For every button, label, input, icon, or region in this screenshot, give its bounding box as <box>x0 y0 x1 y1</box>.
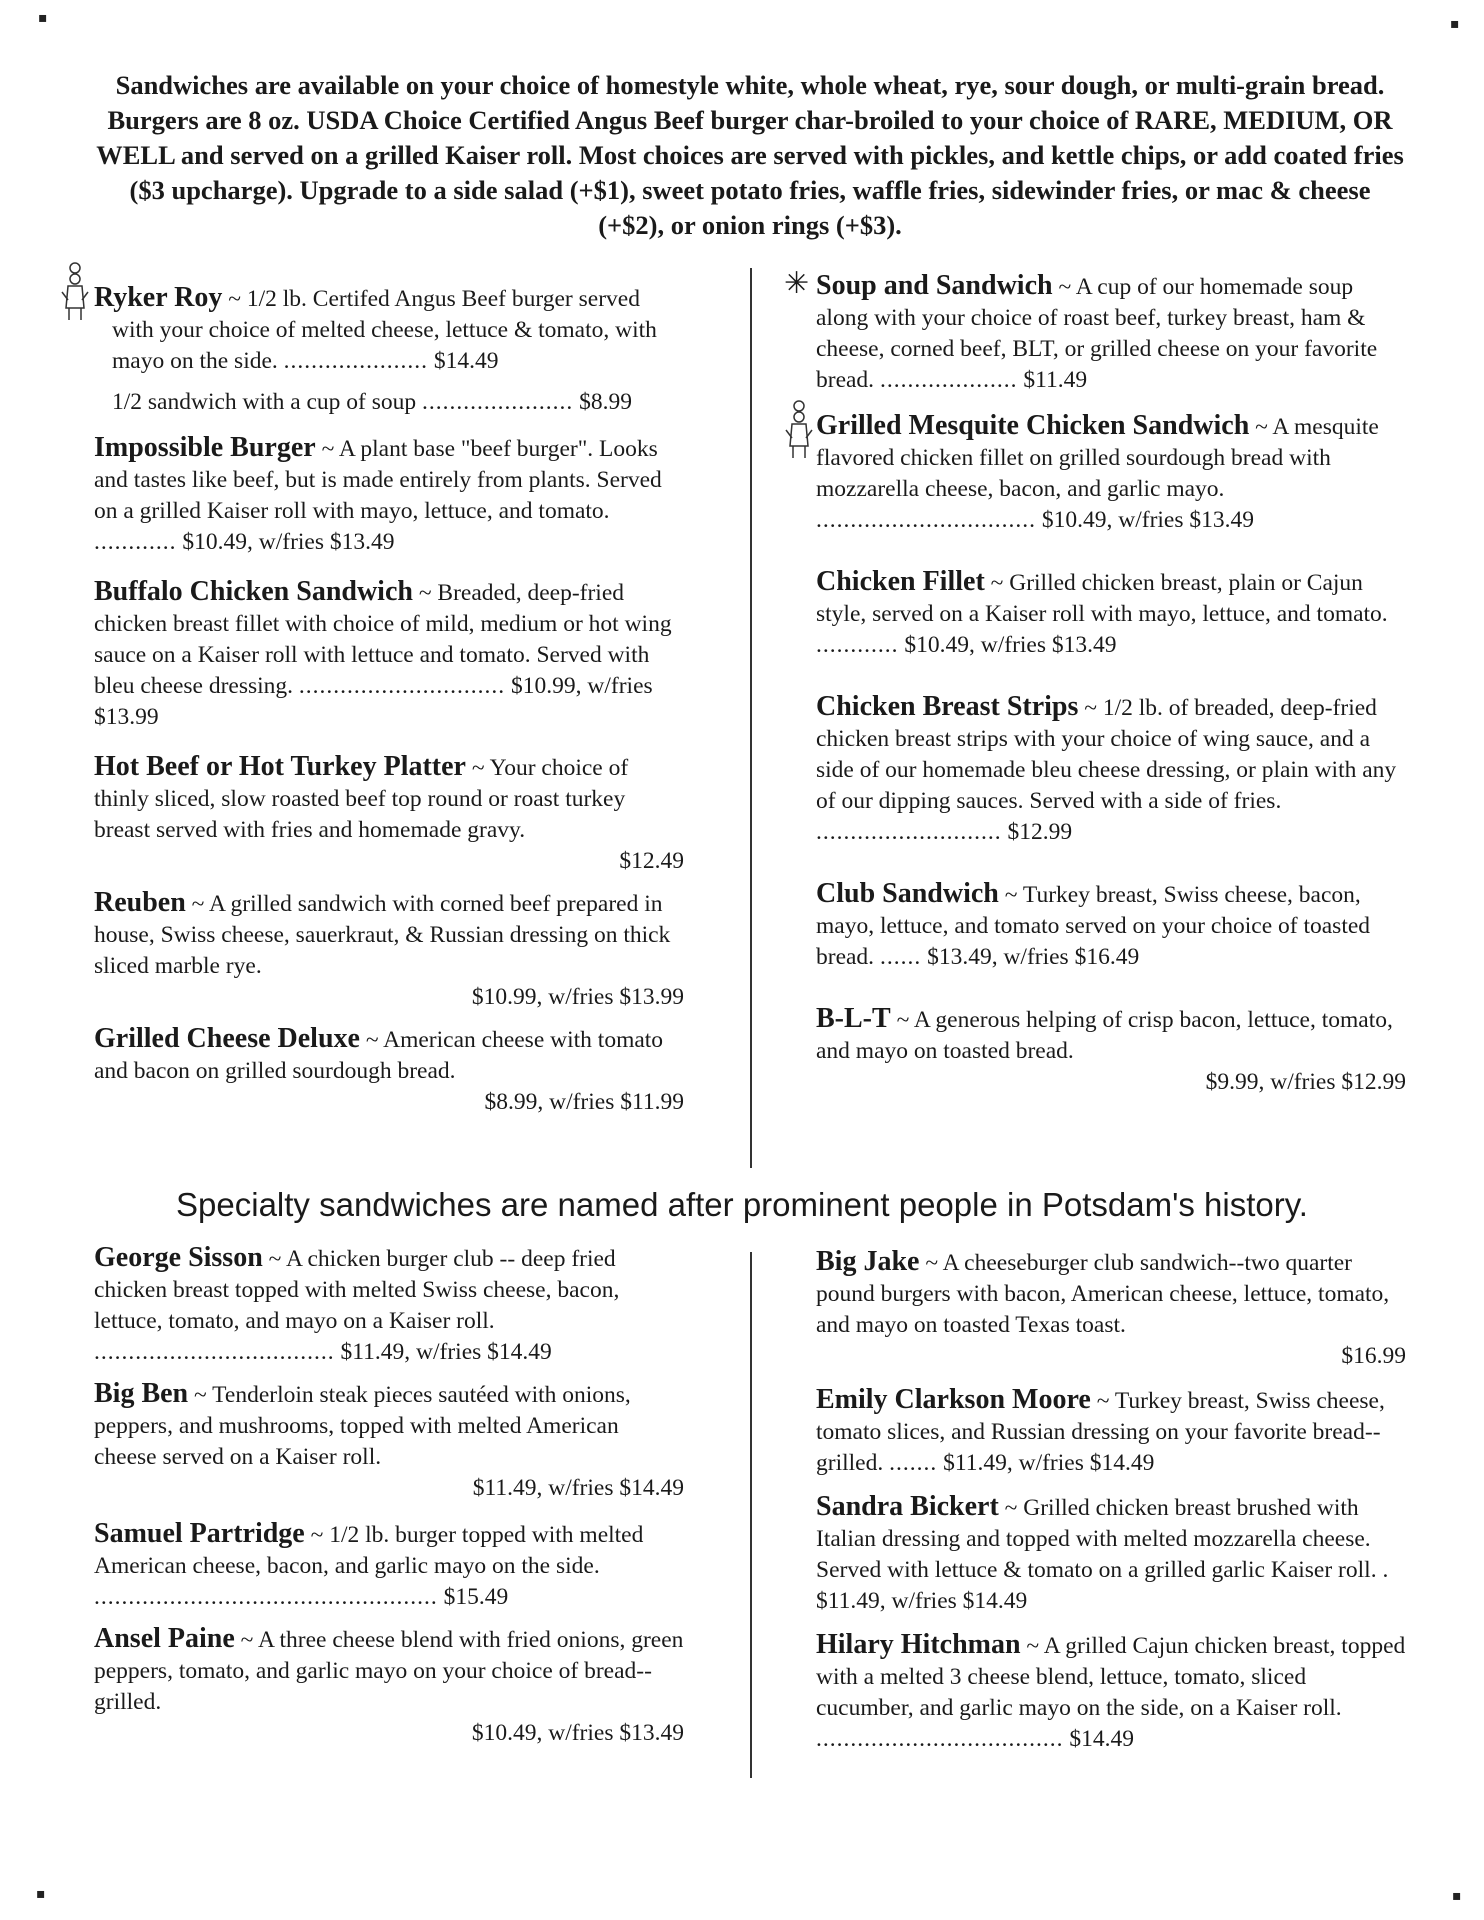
item-price: $12.49 <box>619 848 684 874</box>
menu-item-hot-beef <box>94 751 684 877</box>
item-description: ~ Turkey breast, Swiss cheese, tomato slices, and Russian dressing on your favorite bread--grilled. <box>816 1388 1385 1476</box>
menu-column-right <box>816 270 1406 1098</box>
menu-item-ryker-roy: Ryker Roy ~ 1/2 lb. Certifed Angus Beef burger served with your choice of melted cheese, lettuce & tomato, with mayo on the side. ..................... $14.49 <box>94 282 657 374</box>
item-price: $11.49, <box>943 1450 1013 1476</box>
menu-item-club-sandwich: Club Sandwich ~ Turkey breast, Swiss cheese, bacon, mayo, lettuce, and tomato served on your choice of toasted bread. ...... $13.49, w/fries $16.49 <box>816 878 1371 970</box>
item-title: Samuel Partridge <box>94 1518 305 1549</box>
menu-item-half-sandwich: 1/2 sandwich with a cup of soup ...................... $8.99 <box>112 389 633 415</box>
menu-item-george-sisson: George Sisson ~ A chicken burger club -- deep fried chicken breast topped with melted Swiss cheese, bacon, lettuce, tomato, and mayo on a Kaiser roll. ................................... $11.49, w/fries $14.49 <box>94 1242 620 1365</box>
item-description: ~ A plant base "beef burger". Looks and tastes like beef, but is made entirely from plants. Served on a grilled Kaiser roll with mayo, lettuce, and tomato. <box>94 436 662 524</box>
specialty-column-right <box>816 1246 1406 1755</box>
item-description: ~ 1/2 lb. burger topped with melted American cheese, bacon, and garlic mayo on the side. <box>94 1522 644 1579</box>
item-price-with-fries: w/fries $14.49 <box>1018 1450 1155 1476</box>
item-price-with-fries: w/fries $14.49 <box>416 1339 552 1365</box>
item-description: ~ A cheeseburger club sandwich--two quarter pound burgers with bacon, American cheese, lettuce, tomato, and mayo on toasted Texas toast. <box>816 1250 1390 1338</box>
item-description: ~ Grilled chicken breast, plain or Cajun style, served on a Kaiser roll with mayo, lettuce, and tomato. <box>816 570 1388 627</box>
item-description: ~ A cup of our homemade soup along with your choice of roast beef, turkey breast, ham & cheese, corned beef, BLT, or grilled cheese on your favorite bread. <box>816 274 1378 393</box>
item-price-with-fries: w/fries $12.99 <box>1270 1069 1406 1095</box>
item-title: Reuben <box>94 887 186 918</box>
item-title: Grilled Cheese Deluxe <box>94 1023 360 1054</box>
item-description: ~ 1/2 lb. of breaded, deep-fried chicken breast strips with your choice of wing sauce, and a side of our homemade bleu cheese dressing, or plain with any of our dipping sauces. Served with a side of fries. <box>816 695 1397 814</box>
item-title: George Sisson <box>94 1242 263 1273</box>
item-description: ~ 1/2 lb. Certifed Angus Beef burger served with your choice of melted cheese, lettuce & tomato, with mayo on the side. <box>112 286 657 374</box>
item-price: $15.49 <box>443 1584 509 1610</box>
item-description: ~ A grilled Cajun chicken breast, topped with a melted 3 cheese blend, lettuce, tomato, sliced cucumber, and garlic mayo on the side, on a Kaiser roll. <box>816 1633 1406 1721</box>
menu-item-hilary-hitchman: Hilary Hitchman ~ A grilled Cajun chicken breast, topped with a melted 3 cheese blend, lettuce, tomato, sliced cucumber, and garlic mayo on the side, on a Kaiser roll. .................................... $14.49 <box>816 1629 1406 1752</box>
item-title: Grilled Mesquite Chicken Sandwich <box>816 410 1250 441</box>
item-price: $10.49, <box>1041 507 1113 533</box>
corner-mark-top-left: ▪ <box>38 10 48 26</box>
menu-item-chicken-fillet: Chicken Fillet ~ Grilled chicken breast, plain or Cajun style, served on a Kaiser roll with mayo, lettuce, and tomato. ............ $10.49, w/fries $13.49 <box>816 566 1388 658</box>
item-price: $16.99 <box>1341 1343 1406 1369</box>
item-price-with-fries: w/fries $16.49 <box>1003 944 1140 970</box>
item-title: Big Ben <box>94 1378 189 1409</box>
menu-item-sandra-bickert <box>816 1491 1406 1617</box>
item-price: $11.49, <box>340 1339 411 1365</box>
menu-item-mesquite-chicken: Grilled Mesquite Chicken Sandwich ~ A mesquite flavored chicken fillet on grilled sourdough bread with mozzarella cheese, bacon, and garlic mayo. ................................ $10.49, w/fries $13.49 <box>816 410 1379 533</box>
chef-icon <box>784 400 814 460</box>
item-price-with-fries: w/fries $13.99 <box>548 984 684 1010</box>
item-price-with-fries: w/fries $14.49 <box>891 1588 1028 1614</box>
item-title: Chicken Breast Strips <box>816 691 1079 722</box>
item-title: Ansel Paine <box>94 1623 235 1654</box>
corner-mark-bottom-left: ▪ <box>36 1886 46 1902</box>
item-description: ~ Breaded, deep-fried chicken breast fillet with choice of mild, medium or hot wing sauce on a Kaiser roll with lettuce and tomato. Served with bleu cheese dressing. <box>94 580 672 699</box>
specialty-heading: Specialty sandwiches are named after prominent people in Potsdam's history. <box>176 1186 1308 1223</box>
item-title: Hilary Hitchman <box>816 1629 1021 1660</box>
item-price: $11.49 <box>1023 367 1088 393</box>
item-price-with-fries: w/fries $13.49 <box>980 632 1117 658</box>
item-description: 1/2 sandwich with a cup of soup <box>112 389 423 415</box>
item-price: $14.49 <box>1069 1726 1134 1752</box>
menu-item-blt <box>816 1003 1406 1098</box>
item-price: $11.49, <box>816 1588 886 1614</box>
item-title: Club Sandwich <box>816 878 999 909</box>
chef-icon <box>60 262 90 322</box>
column-divider-top <box>750 268 752 1168</box>
item-price-with-fries: w/fries $11.99 <box>549 1089 684 1115</box>
item-description: ~ A chicken burger club -- deep fried chicken breast topped with melted Swiss cheese, bacon, lettuce, tomato, and mayo on a Kaiser roll. <box>94 1246 620 1334</box>
item-price: $12.99 <box>1007 819 1073 845</box>
item-title: Chicken Fillet <box>816 566 985 597</box>
item-title: Hot Beef or Hot Turkey Platter <box>94 751 466 782</box>
item-price: $10.99, <box>511 673 582 699</box>
item-description: ~ Turkey breast, Swiss cheese, bacon, mayo, lettuce, and tomato served on your choice of toasted bread. <box>816 882 1371 970</box>
item-title: Ryker Roy <box>94 282 223 313</box>
menu-column-left <box>94 282 684 1118</box>
item-description: ~ American cheese with tomato and bacon on grilled sourdough bread. <box>94 1027 664 1084</box>
corner-mark-top-right: ▪ <box>1450 16 1460 32</box>
item-title: B-L-T <box>816 1003 891 1034</box>
item-description: ~ A grilled sandwich with corned beef prepared in house, Swiss cheese, sauerkraut, & Russian dressing on thick sliced marble rye. <box>94 891 671 979</box>
menu-item-big-jake <box>816 1246 1406 1372</box>
item-price: $11.49, <box>472 1475 543 1501</box>
menu-item-buffalo-chicken: Buffalo Chicken Sandwich ~ Breaded, deep-fried chicken breast fillet with choice of mild, medium or hot wing sauce on a Kaiser roll with lettuce and tomato. Served with bleu cheese dressing. .............................. $10.99, w/fries $13.99 <box>94 576 672 730</box>
menu-item-grilled-cheese <box>94 1023 684 1118</box>
item-price: $10.49, <box>182 529 253 555</box>
item-title: Impossible Burger <box>94 432 316 463</box>
menu-item-impossible-burger: Impossible Burger ~ A plant base "beef burger". Looks and tastes like beef, but is made entirely from plants. Served on a grilled Kaiser roll with mayo, lettuce, and tomato. ............ $10.49, w/fries $13.49 <box>94 432 662 555</box>
item-title: Big Jake <box>816 1246 920 1277</box>
menu-item-samuel-partridge: Samuel Partridge ~ 1/2 lb. burger topped with melted American cheese, bacon, and garlic mayo on the side. .................................................. $15.49 <box>94 1518 644 1610</box>
item-price-with-fries: w/fries $13.49 <box>1118 507 1255 533</box>
item-description: ~ Your choice of thinly sliced, slow roasted beef top round or roast turkey breast served with fries and homemade gravy. <box>94 755 629 843</box>
menu-item-emily-clarkson-moore: Emily Clarkson Moore ~ Turkey breast, Swiss cheese, tomato slices, and Russian dressing on your favorite bread--grilled. ....... $11.49, w/fries $14.49 <box>816 1384 1385 1476</box>
corner-mark-bottom-right: ▪ <box>1452 1888 1462 1904</box>
item-price-with-fries: w/fries $13.99 <box>94 673 653 730</box>
item-title: Sandra Bickert <box>816 1491 999 1522</box>
item-price: $10.99, <box>471 984 543 1010</box>
intro-paragraph: Sandwiches are available on your choice of homestyle white, whole wheat, rye, sour dough, or multi-grain bread. Burgers are 8 oz. USDA Choice Certified Angus Beef burger char-broiled to your choice of RARE, MEDIUM, OR WELL and served on a grilled Kaiser roll. Most choices are served with pickles, and kettle chips, or add coated fries ($3 upcharge). Upgrade to a side salad (+$1), sweet potato fries, waffle fries, sidewinder fries, or mac & cheese (+$2), or onion rings (+$3). <box>96 70 1404 240</box>
item-price: $8.99 <box>579 389 633 415</box>
item-description: ~ Grilled chicken breast brushed with Italian dressing and topped with melted mozzarella cheese. Served with lettuce & tomato on a grilled garlic Kaiser roll. . <box>816 1495 1389 1583</box>
item-price-with-fries: w/fries $13.49 <box>548 1720 684 1746</box>
item-description: ~ A generous helping of crisp bacon, lettuce, tomato, and mayo on toasted bread. <box>816 1007 1393 1064</box>
item-price: $8.99, <box>484 1089 544 1115</box>
column-divider-bottom <box>750 1252 752 1778</box>
item-price: $13.49, <box>927 944 998 970</box>
item-price: $9.99, <box>1205 1069 1265 1095</box>
item-price-with-fries: w/fries $13.49 <box>258 529 395 555</box>
item-price: $10.49, <box>471 1720 543 1746</box>
asterisk-icon: ✳ <box>784 266 810 301</box>
item-price: $10.49, <box>904 632 975 658</box>
item-description: ~ A three cheese blend with fried onions, green peppers, tomato, and garlic mayo on your choice of bread--grilled. <box>94 1627 684 1715</box>
item-price: $14.49 <box>433 348 499 374</box>
item-title: Emily Clarkson Moore <box>816 1384 1091 1415</box>
item-title: Soup and Sandwich <box>816 270 1053 301</box>
item-description: ~ Tenderloin steak pieces sautéed with onions, peppers, and mushrooms, topped with melted American cheese served on a Kaiser roll. <box>94 1382 631 1470</box>
item-description: ~ A mesquite flavored chicken fillet on grilled sourdough bread with mozzarella cheese, bacon, and garlic mayo. <box>816 414 1379 502</box>
menu-item-soup-and-sandwich: Soup and Sandwich ~ A cup of our homemade soup along with your choice of roast beef, turkey breast, ham & cheese, corned beef, BLT, or grilled cheese on your favorite bread. .................... $11.49 <box>816 270 1378 393</box>
menu-item-ansel-paine <box>94 1623 684 1749</box>
menu-item-reuben <box>94 887 684 1013</box>
item-title: Buffalo Chicken Sandwich <box>94 576 413 607</box>
item-price-with-fries: w/fries $14.49 <box>548 1475 684 1501</box>
menu-item-chicken-strips: Chicken Breast Strips ~ 1/2 lb. of breaded, deep-fried chicken breast strips with your choice of wing sauce, and a side of our homemade bleu cheese dressing, or plain with any of our dipping sauces. Served with a side of fries. ........................... $12.99 <box>816 691 1397 845</box>
menu-item-big-ben <box>94 1378 684 1504</box>
specialty-column-left <box>94 1242 684 1749</box>
